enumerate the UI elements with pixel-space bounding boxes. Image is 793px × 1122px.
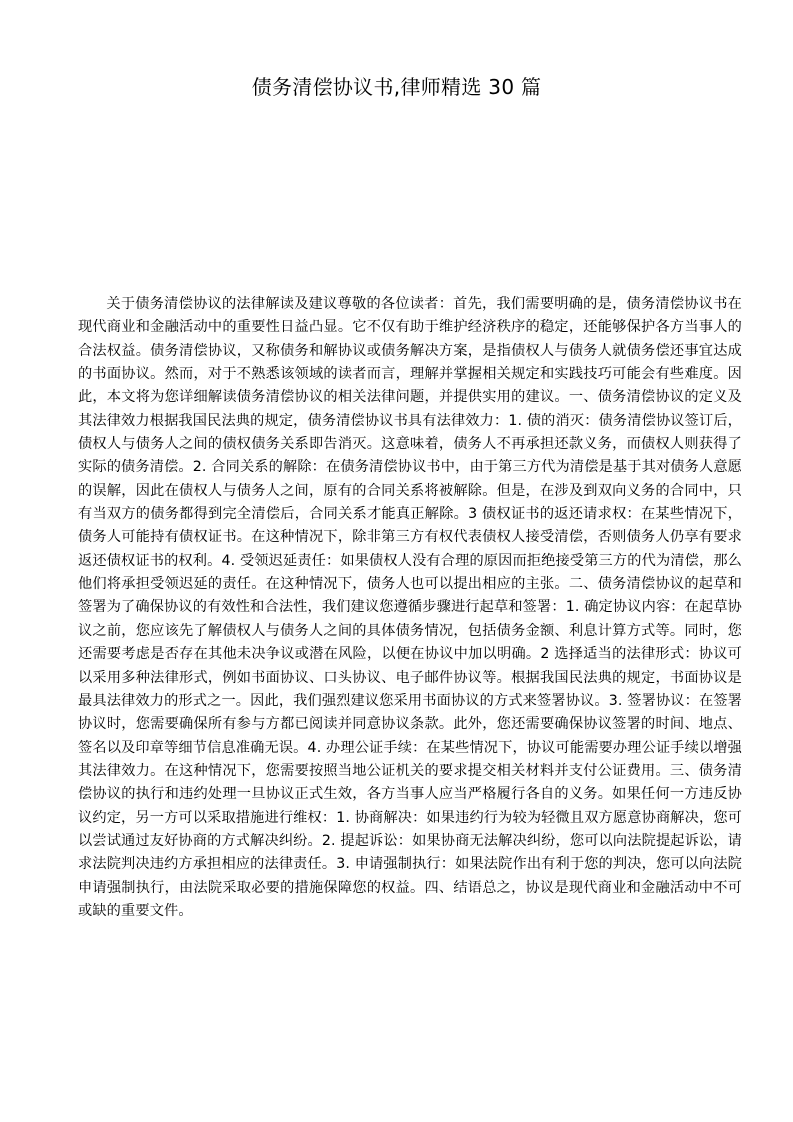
document-title: 债务清偿协议书,律师精选 30 篇: [251, 75, 542, 99]
document-body-paragraph: 关于债务清偿协议的法律解读及建议尊敬的各位读者：首先，我们需要明确的是，债务清偿协议书在现代商业和金融活动中的重要性日益凸显。它不仅有助于维护经济秩序的稳定，还能够保护各方当事人的合法权益。债务清偿协议，又称债务和解协议或债务解决方案，是指债权人与债务人就债务偿还事宜达成的书面协议。然而，对于不熟悉该领域的读者而言，理解并掌握相关规定和实践技巧可能会有些难度。因此，本文将为您详细解读债务清偿协议的相关法律问题，并提供实用的建议。一、债务清偿协议的定义及其法律效力根据我国民法典的规定，债务清偿协议书具有法律效力：1. 债的消灭：债务清偿协议签订后，债权人与债务人之间的债权债务关系即告消灭。这意味着，债务人不再承担还款义务，而债权人则获得了实际的债务清偿。2. 合同关系的解除：在债务清偿协议书中，由于第三方代为清偿是基于其对债务人意愿的误解，因此在债权人与债务人之间，原有的合同关系将被解除。但是，在涉及到双向义务的合同中，只有当双方的债务都得到完全清偿后，合同关系才能真正解除。3 债权证书的返还请求权：在某些情况下，债务人可能持有债权证书。在这种情况下，除非第三方有权代表债权人接受清偿，否则债务人仍享有要求返还债权证书的权利。4. 受领迟延责任：如果债权人没有合理的原因而拒绝接受第三方的代为清偿，那么他们将承担受领迟延的责任。在这种情况下，债务人也可以提出相应的主张。二、债务清偿协议的起草和签署为了确保协议的有效性和合法性，我们建议您遵循步骤进行起草和签署：1. 确定协议内容：在起草协议之前，您应该先了解债权人与债务人之间的具体债务情况，包括债务金额、利息计算方式等。同时，您还需要考虑是否存在其他未决争议或潜在风险，以便在协议中加以明确。2 选择适当的法律形式：协议可以采用多种法律形式，例如书面协议、口头协议、电子邮件协议等。根据我国民法典的规定，书面协议是最具法律效力的形式之一。因此，我们强烈建议您采用书面协议的方式来签署协议。3. 签署协议：在签署协议时，您需要确保所有参与方都已阅读并同意协议条款。此外，您还需要确保协议签署的时间、地点、签名以及印章等细节信息准确无误。4. 办理公证手续：在某些情况下，协议可能需要办理公证手续以增强其法律效力。在这种情况下，您需要按照当地公证机关的要求提交相关材料并支付公证费用。三、债务清偿协议的执行和违约处理一旦协议正式生效，各方当事人应当严格履行各自的义务。如果任何一方违反协议约定，另一方可以采取措施进行维权：1. 协商解决：如果违约行为较为轻微且双方愿意协商解决，您可以尝试通过友好协商的方式解决纠纷。2. 提起诉讼：如果协商无法解决纠纷，您可以向法院提起诉讼，请求法院判决违约方承担相应的法律责任。3. 申请强制执行：如果法院作出有利于您的判决，您可以向法院申请强制执行，由法院采取必要的措施保障您的权益。四、结语总之，协议是现代商业和金融活动中不可或缺的重要文件。: [78, 296, 742, 919]
